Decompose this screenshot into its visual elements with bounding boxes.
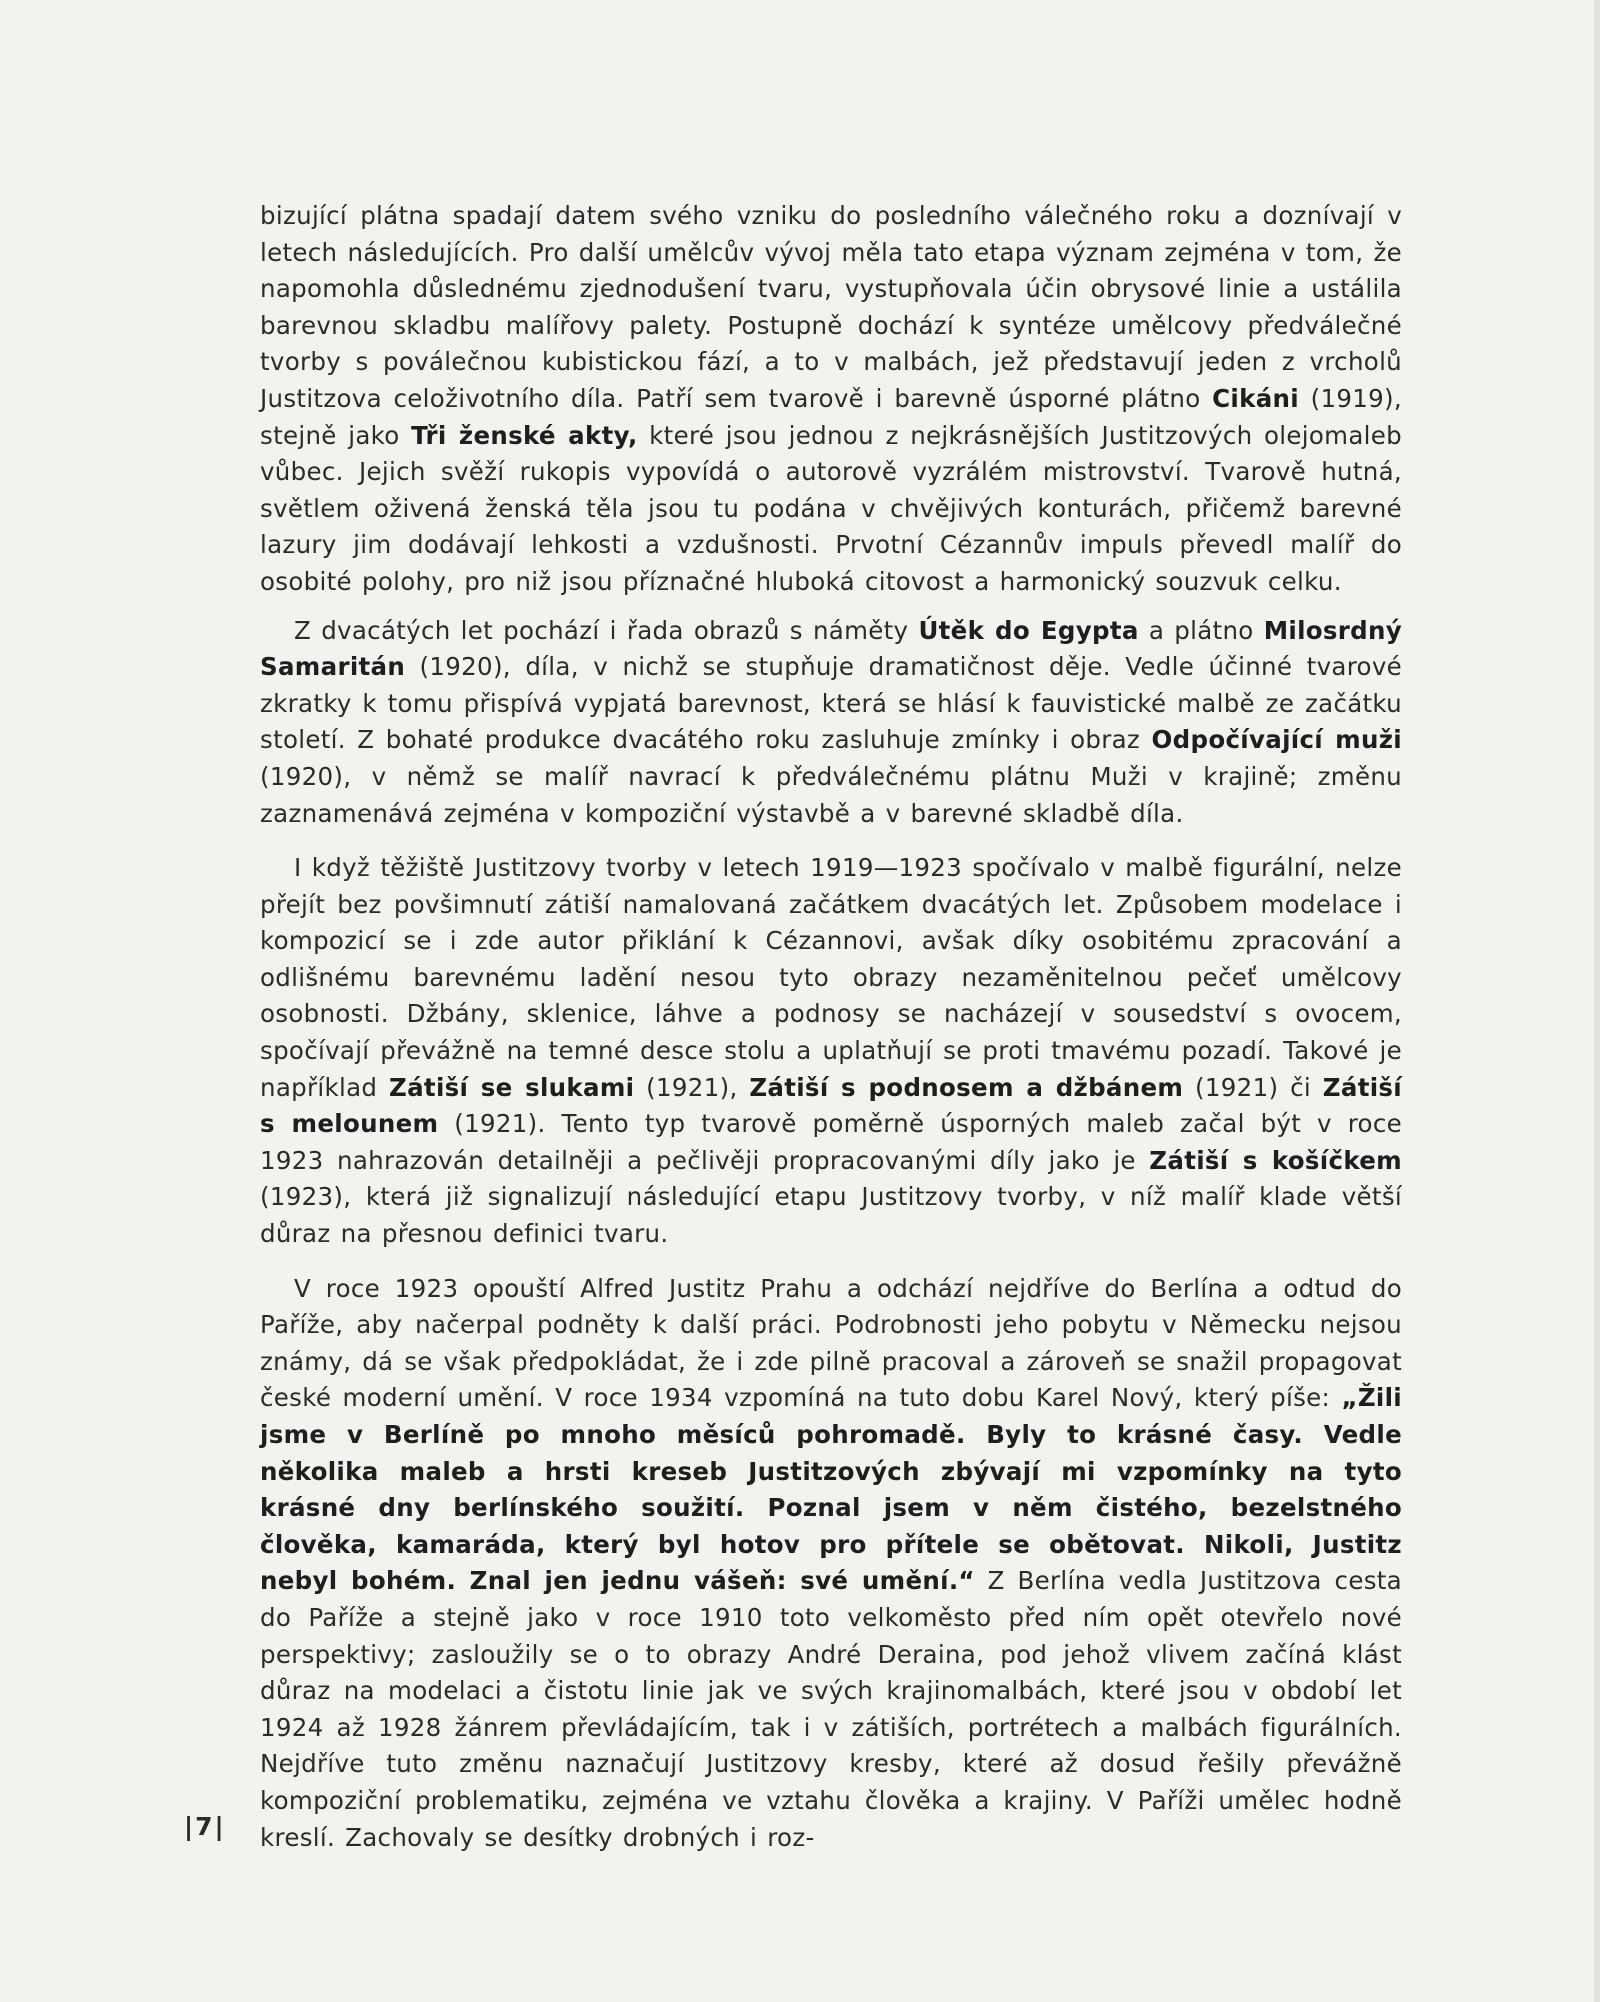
run: V roce 1923 opouští Alfred Justitz Prahu a odchází nejdříve do Berlína a odtud do Paříže, aby načerpal podněty k další práci. Podrobnosti jeho pobytu v Německu nejsou známy, dá se však předpokládat, že i zde pilně pracoval a zároveň se snažil propagovat české moderní umění. V roce 1934 vzpomíná na tuto dobu Karel Nový, který píše: xyxy=(260,1273,1402,1413)
paragraph-3 xyxy=(260,850,1402,1253)
artwork-title-zatisi-s-melounem: Zátiší s melounem xyxy=(260,1072,1402,1139)
run: Z dvacátých let pochází i řada obrazů s náměty xyxy=(294,615,919,645)
run: (1921). Tento typ tvarově poměrně úsporných maleb začal být v roce 1923 nahrazován detailněji a pečlivěji propracovanými díly jako je xyxy=(260,1109,1402,1175)
run: které jsou jednou z nejkrásnějších Justitzových olejomaleb vůbec. Jejich svěží rukopis vypovídá o autorově vyzrálém mistrovství. Tvarově hutná, světlem oživená ženská těla jsou tu podána v chvějivých konturách, přičemž barevné lazury jim dodávají lehkosti a vzdušnosti. Prvotní Cézannův impuls převedl malíř do osobité polohy, pro niž jsou příznačné hluboká citovost a harmonický souzvuk celku. xyxy=(260,420,1402,596)
artwork-title-zatisi-s-podnosem: Zátiší s podnosem a džbánem xyxy=(749,1072,1184,1102)
artwork-title-zatisi-s-kosickem: Zátiší s košíčkem xyxy=(1149,1145,1402,1175)
artwork-title-milosrdny-samaritan: Milosrdný Samaritán xyxy=(260,615,1403,682)
page-number-value: 7 xyxy=(195,1812,215,1841)
run: (1923), která již signalizují následující etapu Justitzovy tvorby, v níž malíř klade větší důraz na přesnou definici tvaru. xyxy=(260,1182,1402,1249)
quote-karel-novy: „Žili jsme v Berlíně po mnoho měsíců pohromadě. Byly to krásné časy. Vedle několika maleb a hrsti kreseb Justitzových zbývají mi vzpomínky na tyto krásné dny berlínského soužití. Poznal jsem v něm čistého, bezelstného člověka, kamaráda, který byl hotov pro přítele se obětovat. Nikoli, Justitz nebyl bohém. Znal jen jednu vášeň: své umění.“ xyxy=(260,1383,1402,1596)
run: (1920), v němž se malíř navrací k předválečnému plátnu Muži v krajině; změnu zaznamenává zejména v kompoziční výstavbě a v barevné skladbě díla. xyxy=(260,761,1402,828)
artwork-title-tri-zenske-akty: Tři ženské akty, xyxy=(411,420,638,450)
artwork-title-cikani: Cikáni xyxy=(1212,383,1299,413)
run: (1921), xyxy=(634,1072,750,1102)
text-column xyxy=(260,198,1402,1874)
artwork-title-odpocivajici-muzi: Odpočívající muži xyxy=(1151,725,1402,755)
run: (1921) či xyxy=(1183,1072,1323,1102)
paragraph-2 xyxy=(260,613,1402,833)
artwork-title-utek-do-egypta: Útěk do Egypta xyxy=(918,615,1139,645)
run: I když těžiště Justitzovy tvorby v letech 1919—1923 spočívalo v malbě figurální, nelze přejít bez povšimnutí zátiší namalovaná začátkem dvacátých let. Způsobem modelace i kompozicí se i zde autor přiklání k Cézannovi, avšak díky osobitému zpracování a odlišnému barevnému ladění nesou tyto obrazy nezaměnitelnou pečeť umělcovy osobnosti. Džbány, sklenice, láhve a podnosy se nacházejí v sousedství s ovocem, spočívají převážně na temné desce stolu a uplatňují se proti tmavému pozadí. Takové je například xyxy=(260,853,1402,1102)
artwork-title-zatisi-se-slukami: Zátiší se slukami xyxy=(389,1072,635,1102)
page-edge xyxy=(1594,0,1600,2002)
run: Z Berlína vedla Justitzova cesta do Paříže a stejně jako v roce 1910 toto velkoměsto před ním opět otevřelo nové perspektivy; zasloužily se o to obrazy André Deraina, pod jehož vlivem začíná klást důraz na modelaci a čistotu linie jak ve svých krajinomalbách, které jsou v období let 1924 až 1928 žánrem převládajícím, tak i v zátiších, portrétech a malbách figurálních. Nejdříve tuto změnu naznačují Justitzovy kresby, které až dosud řešily převážně kompoziční problematiku, zejména ve vztahu člověka a krajiny. V Paříži umělec hodně kreslí. Zachovaly se desítky drobných i roz- xyxy=(260,1566,1402,1852)
run: (1919), stejně jako xyxy=(260,383,1402,450)
page-number: |7| xyxy=(184,1812,226,1841)
paragraph-1 xyxy=(260,198,1402,601)
run: bizující plátna spadají datem svého vzniku do posledního válečného roku a doznívají v letech následujících. Pro další umělcův vývoj měla tato etapa význam zejména v tom, že napomohla důslednému zjednodušení tvaru, vystupňovala účin obrysové linie a ustálila barevnou skladbu malířovy palety. Postupně dochází k syntéze umělcovy předválečné tvorby s poválečnou kubistickou fází, a to v malbách, jež představují jeden z vrcholů Justitzova celoživotního díla. Patří sem tvarově i barevně úsporné plátno xyxy=(260,201,1402,413)
run: a plátno xyxy=(1138,615,1264,645)
paragraph-4 xyxy=(260,1271,1402,1857)
run: (1920), díla, v nichž se stupňuje dramatičnost děje. Vedle účinné tvarové zkratky k tomu přispívá vypjatá barevnost, která se hlásí k fauvistické malbě ze začátku století. Z bohaté produkce dvacátého roku zasluhuje zmínky i obraz xyxy=(260,652,1402,755)
